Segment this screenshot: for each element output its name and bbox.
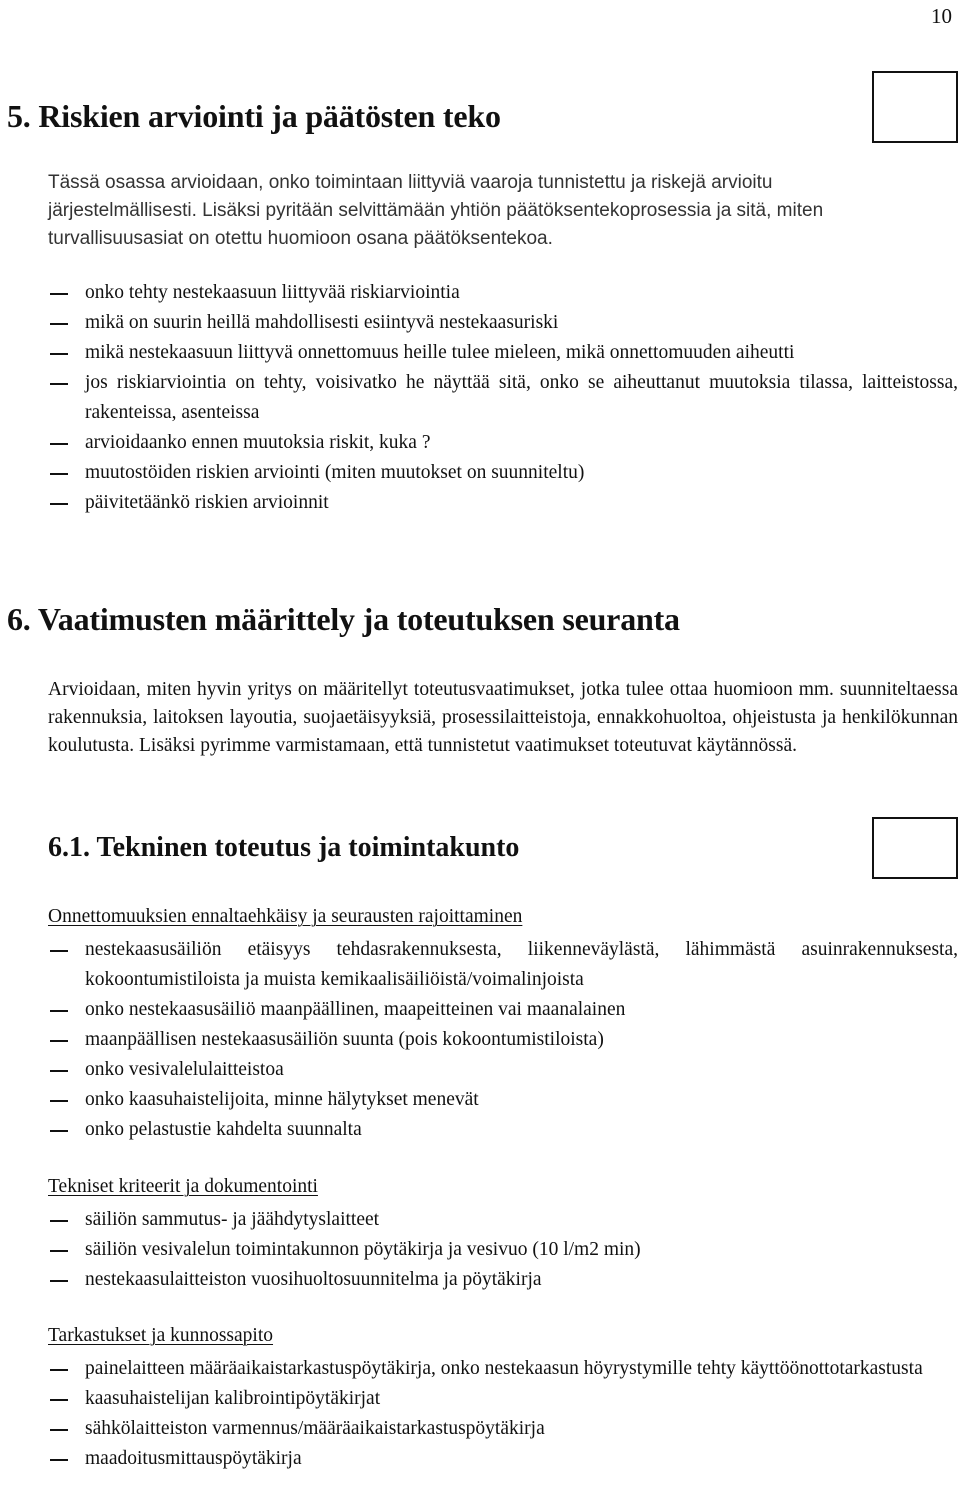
list-item: säiliön vesivalelun toimintakunnon pöytäkirja ja vesivuo (10 l/m2 min) [48, 1235, 958, 1265]
inspections-list [48, 1354, 958, 1474]
intro-line: turvallisuusasiat on otettu huomioon osana päätöksentekoa. [48, 228, 553, 249]
page-number: 10 [931, 4, 952, 28]
intro-line: Tässä osassa arvioidaan, onko toimintaan liittyviä vaaroja tunnistettu ja riskejä arvioitu [48, 172, 773, 193]
technical-criteria-list [48, 1205, 958, 1295]
subheading-prevention: Onnettomuuksien ennaltaehkäisy ja seurausten rajoittaminen [48, 906, 523, 927]
list-item: mikä on suurin heillä mahdollisesti esiintyvä nestekaasuriski [48, 308, 958, 338]
list-item: kaasuhaistelijan kalibrointipöytäkirjat [48, 1384, 958, 1414]
subheading-inspections: Tarkastukset ja kunnossapito [48, 1325, 274, 1346]
list-item: mikä nestekaasuun liittyvä onnettomuus heille tulee mieleen, mikä onnettomuuden aiheutti [48, 338, 958, 368]
checkbox-section-5[interactable] [872, 71, 958, 143]
section-5-intro [48, 169, 928, 253]
section-5-list [48, 278, 958, 518]
list-item: maanpäällisen nestekaasusäiliön suunta (pois kokoontumistiloista) [48, 1025, 958, 1055]
list-item: onko pelastustie kahdelta suunnalta [48, 1115, 958, 1145]
list-item: onko vesivalelulaitteistoa [48, 1055, 958, 1085]
prevention-list [48, 935, 958, 1145]
checkbox-section-6-1[interactable] [872, 817, 958, 879]
list-item: muutostöiden riskien arviointi (miten muutokset on suunniteltu) [48, 458, 958, 488]
list-item: painelaitteen määräaikaistarkastuspöytäkirja, onko nestekaasun höyrystymille tehty käyttöönottotarkastusta [48, 1354, 958, 1384]
section-6-title: 6. Vaatimusten määrittely ja toteutuksen seuranta [7, 601, 680, 637]
section-6-1-title: 6.1. Tekninen toteutus ja toimintakunto [48, 832, 520, 863]
section-6-paragraph: Arvioidaan, miten hyvin yritys on määritellyt toteutusvaatimukset, jotka tulee ottaa huomioon mm. suunniteltaessa rakennuksia, laitoksen layoutia, suojaetäisyyksiä, prosessilaitteistoja, ennakkohuoltoa, ohjeistusta ja henkilökunnan koulutusta. Lisäksi pyrimme varmistamaan, että tunnistetut vaatimukset toteutuvat käytännössä. [48, 679, 958, 756]
list-item: nestekaasusäiliön etäisyys tehdasrakennuksesta, liikenneväylästä, lähimmästä asuinrakennuksesta, kokoontumistiloista ja muista kemikaalisäiliöistä/voimalinjoista [48, 935, 958, 995]
list-item: onko tehty nestekaasuun liittyvää riskiarviointia [48, 278, 958, 308]
list-item: jos riskiarviointia on tehty, voisivatko he näyttää sitä, onko se aiheuttanut muutoksia tilassa, laitteistossa, rakenteissa, asenteissa [48, 368, 958, 428]
list-item: sähkölaitteiston varmennus/määräaikaistarkastuspöytäkirja [48, 1414, 958, 1444]
list-item: onko kaasuhaistelijoita, minne hälytykset menevät [48, 1085, 958, 1115]
list-item: maadoitusmittauspöytäkirja [48, 1444, 958, 1474]
subheading-technical-criteria: Tekniset kriteerit ja dokumentointi [48, 1176, 318, 1197]
list-item: onko nestekaasusäiliö maanpäällinen, maapeitteinen vai maanalainen [48, 995, 958, 1025]
list-item: päivitetäänkö riskien arvioinnit [48, 488, 958, 518]
section-5-title: 5. Riskien arviointi ja päätösten teko [7, 98, 501, 134]
list-item: nestekaasulaitteiston vuosihuoltosuunnitelma ja pöytäkirja [48, 1265, 958, 1295]
intro-line: järjestelmällisesti. Lisäksi pyritään selvittämään yhtiön päätöksentekoprosessia ja sitä, miten [48, 200, 824, 221]
list-item: säiliön sammutus- ja jäähdytyslaitteet [48, 1205, 958, 1235]
list-item: arvioidaanko ennen muutoksia riskit, kuka ? [48, 428, 958, 458]
